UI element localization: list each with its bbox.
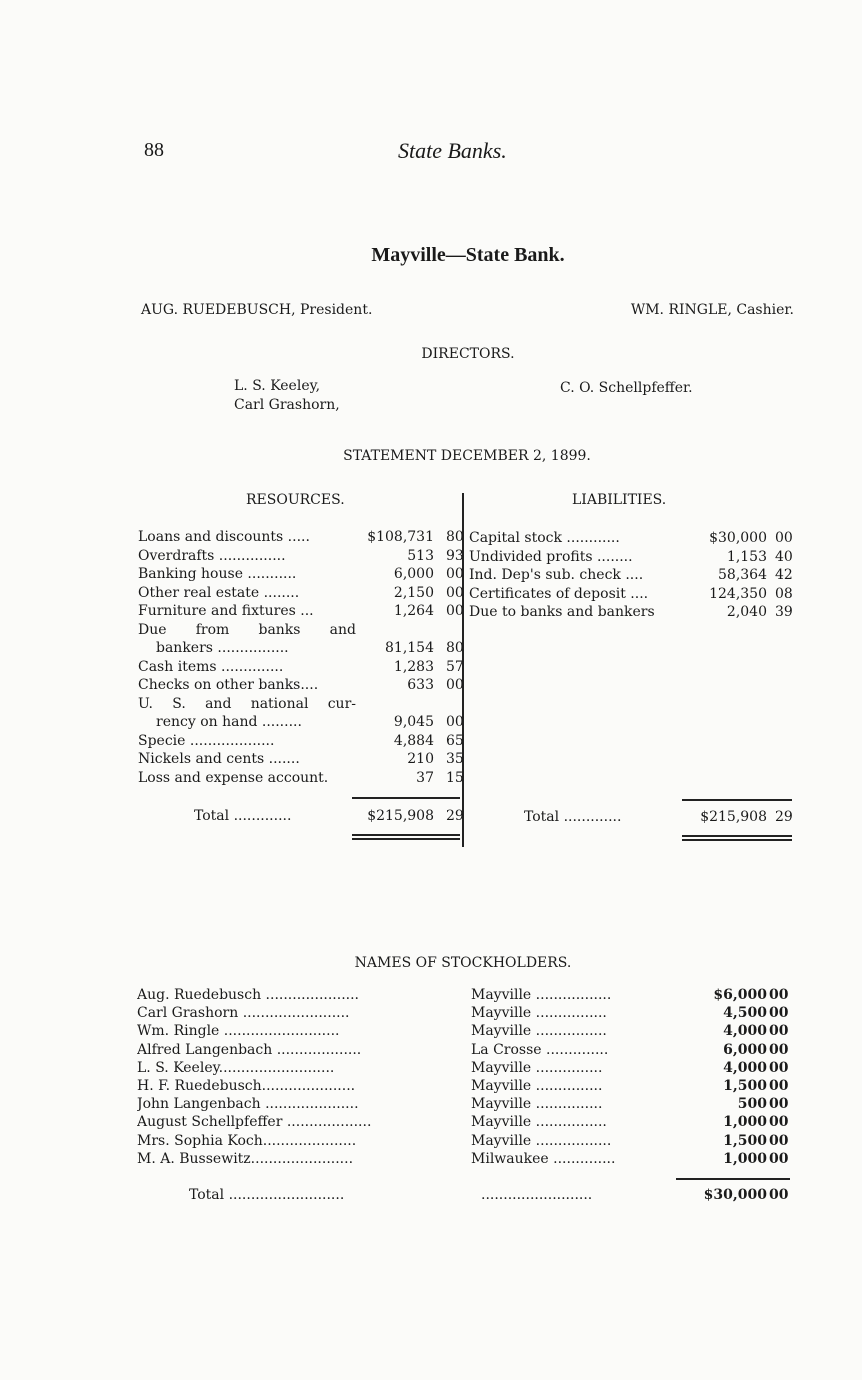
resources-row <box>138 676 463 694</box>
resources-row <box>138 602 463 620</box>
stockholder-cents: 00 <box>769 1041 789 1058</box>
liabilities-row <box>469 585 795 603</box>
row-cents: 39 <box>775 604 793 620</box>
row-dollars: 4,884 <box>393 732 434 749</box>
resources-row <box>138 584 463 602</box>
row-label: Undivided profits ........ <box>469 548 633 565</box>
stockholder-town: Mayville ............... <box>471 1059 603 1076</box>
stockholder-town: Mayville ................ <box>471 1005 607 1022</box>
row-dollars: 2,040 <box>726 604 767 620</box>
stockholder-dollars: 1,000 <box>723 1114 767 1131</box>
stockholder-town: Mayville ................ <box>471 1114 607 1131</box>
stockholder-dollars: 4,000 <box>723 1023 767 1040</box>
stockholder-row <box>137 986 797 1004</box>
row-cents: 00 <box>446 714 464 730</box>
liabilities-total-rule-bottom2 <box>682 839 792 841</box>
row-dollars: $108,731 <box>367 529 434 545</box>
stockholders-total-rule <box>676 1178 790 1180</box>
row-label: Banking house ........... <box>138 566 297 582</box>
row-dollars: 1,283 <box>393 658 434 675</box>
row-label: U. S. and national cur- <box>138 695 356 712</box>
row-cents: 42 <box>775 567 793 583</box>
liabilities-total-rule-bottom <box>682 835 792 837</box>
row-dollars: 9,045 <box>393 714 434 730</box>
stockholder-name: H. F. Ruedebusch..................... <box>137 1078 356 1094</box>
president-line: AUG. RUEDEBUSCH, President. <box>141 302 373 318</box>
stockholder-dollars: $30,000 <box>703 1187 767 1203</box>
stockholder-town: Mayville ............... <box>471 1096 603 1113</box>
row-cents: 29 <box>446 808 464 824</box>
stockholder-row <box>137 1132 797 1150</box>
row-cents: 00 <box>446 566 464 582</box>
resources-total-rule-bottom2 <box>352 838 460 840</box>
row-cents: 00 <box>775 530 793 546</box>
row-dollars: 1,153 <box>726 548 767 565</box>
stockholder-town: Mayville ................ <box>471 1023 607 1040</box>
stockholder-cents: 00 <box>769 1096 789 1113</box>
stockholder-town: Mayville ................. <box>471 1132 612 1149</box>
stockholder-row <box>137 1041 797 1059</box>
row-cents: 65 <box>446 732 464 749</box>
stockholder-row <box>137 1150 797 1168</box>
row-cents: 00 <box>446 584 464 601</box>
row-cents: 00 <box>446 603 464 619</box>
stockholder-row <box>137 1022 797 1040</box>
stockholder-cents: 00 <box>769 1114 789 1131</box>
row-label: Cash items .............. <box>138 658 284 675</box>
resources-heading: RESOURCES. <box>246 492 345 508</box>
liabilities-row <box>469 529 795 547</box>
liabilities-row <box>469 603 795 621</box>
row-label: rency on hand ......... <box>156 714 302 730</box>
row-label: Loans and discounts ..... <box>138 529 310 545</box>
row-cents: 15 <box>446 769 464 786</box>
row-label: bankers ................ <box>156 640 289 656</box>
resources-row <box>138 713 463 731</box>
stockholder-dollars: 1,000 <box>723 1150 767 1167</box>
stockholders-heading: NAMES OF STOCKHOLDERS. <box>354 955 572 971</box>
row-cents: 08 <box>775 585 793 602</box>
stockholder-town: Milwaukee .............. <box>471 1150 616 1167</box>
stockholder-town: La Crosse .............. <box>471 1041 609 1058</box>
row-cents: 80 <box>446 640 464 656</box>
row-dollars: 1,264 <box>393 603 434 619</box>
row-label: Overdrafts ............... <box>138 547 286 564</box>
row-cents: 40 <box>775 548 793 565</box>
resources-row <box>138 639 463 657</box>
stockholder-row <box>137 1059 797 1077</box>
director-name: Carl Grashorn, <box>234 397 340 413</box>
resources-total-rule-bottom <box>352 834 460 836</box>
row-cents: 00 <box>446 677 464 693</box>
row-dollars: 513 <box>407 547 434 564</box>
stockholder-dollars: 6,000 <box>723 1041 767 1058</box>
row-dollars: 81,154 <box>385 640 434 656</box>
row-dollars: 2,150 <box>393 584 434 601</box>
liabilities-total-rule-top <box>682 799 792 801</box>
resources-row <box>138 695 463 713</box>
stockholder-row <box>137 1004 797 1022</box>
stockholder-name: Wm. Ringle .......................... <box>137 1023 340 1040</box>
stockholder-cents: 00 <box>769 1150 789 1167</box>
director-name: L. S. Keeley, <box>234 378 321 394</box>
stockholder-cents: 00 <box>769 987 789 1003</box>
row-dollars: $30,000 <box>709 530 767 546</box>
resources-row <box>138 565 463 583</box>
stockholder-row <box>137 1077 797 1095</box>
row-label: Loss and expense account. <box>138 769 329 786</box>
row-dollars: 210 <box>407 751 434 767</box>
stockholder-name: August Schellpfeffer ................... <box>137 1114 372 1131</box>
stockholder-name: Mrs. Sophia Koch..................... <box>137 1132 357 1149</box>
liabilities-row <box>469 548 795 566</box>
stockholder-name: Alfred Langenbach ................... <box>137 1041 362 1058</box>
stockholder-cents: 00 <box>769 1059 789 1076</box>
stockholder-dollars: $6,000 <box>713 987 767 1003</box>
total-leader: ......................... <box>481 1187 593 1203</box>
row-cents: 93 <box>446 547 464 564</box>
running-head: State Banks. <box>398 138 507 163</box>
stockholder-cents: 00 <box>769 1023 789 1040</box>
liabilities-heading: LIABILITIES. <box>572 492 667 508</box>
resources-row <box>138 658 463 676</box>
stockholder-cents: 00 <box>769 1132 789 1149</box>
resources-total-row <box>138 807 463 825</box>
row-dollars: $215,908 <box>367 808 434 824</box>
stockholder-name: L. S. Keeley.......................... <box>137 1059 335 1076</box>
cashier-line: WM. RINGLE, Cashier. <box>630 302 794 318</box>
row-label: Nickels and cents ....... <box>138 751 300 767</box>
stockholder-name: Aug. Ruedebusch ..................... <box>137 987 360 1003</box>
liabilities-total-row <box>469 808 795 826</box>
directors-heading: DIRECTORS. <box>421 346 515 362</box>
stockholder-cents: 00 <box>769 1187 789 1203</box>
stockholders-total-row <box>137 1186 797 1204</box>
page-number: 88 <box>144 139 164 161</box>
statement-heading: STATEMENT DECEMBER 2, 1899. <box>343 448 591 464</box>
row-label: Specie ................... <box>138 732 275 749</box>
liabilities-row <box>469 566 795 584</box>
director-name: C. O. Schellpfeffer. <box>560 380 693 396</box>
row-cents: 29 <box>775 809 793 825</box>
stockholder-dollars: 4,500 <box>723 1005 767 1022</box>
row-cents: 80 <box>446 529 464 545</box>
resources-row <box>138 528 463 546</box>
stockholder-cents: 00 <box>769 1005 789 1022</box>
total-label: Total .......................... <box>189 1187 345 1203</box>
bank-title: Mayville—State Bank. <box>371 244 565 266</box>
row-dollars: 37 <box>416 769 434 786</box>
row-dollars: 633 <box>407 677 434 693</box>
row-label: Due from banks and <box>138 621 356 638</box>
stockholder-row <box>137 1095 797 1113</box>
resources-total-rule-top <box>352 797 460 799</box>
row-label: Certificates of deposit .... <box>469 585 649 602</box>
stockholder-dollars: 4,000 <box>723 1059 767 1076</box>
resources-row <box>138 732 463 750</box>
row-label: Due to banks and bankers <box>469 604 655 620</box>
stockholder-dollars: 500 <box>737 1096 767 1113</box>
row-label: Furniture and fixtures ... <box>138 603 314 619</box>
resources-row <box>138 769 463 787</box>
row-label: Total ............. <box>524 809 622 825</box>
stockholder-name: Carl Grashorn ........................ <box>137 1005 350 1022</box>
row-dollars: 6,000 <box>393 566 434 582</box>
row-dollars: 124,350 <box>709 585 767 602</box>
stockholder-dollars: 1,500 <box>723 1132 767 1149</box>
stockholder-name: John Langenbach ..................... <box>137 1096 359 1113</box>
row-dollars: $215,908 <box>700 809 767 825</box>
row-label: Capital stock ............ <box>469 530 620 546</box>
stockholder-town: Mayville ................. <box>471 987 612 1003</box>
row-cents: 57 <box>446 658 464 675</box>
resources-row <box>138 750 463 768</box>
row-dollars: 58,364 <box>718 567 767 583</box>
stockholder-row <box>137 1113 797 1131</box>
row-label: Total ............. <box>194 808 292 824</box>
row-label: Other real estate ........ <box>138 584 300 601</box>
row-label: Ind. Dep's sub. check .... <box>469 567 644 583</box>
stockholder-cents: 00 <box>769 1078 789 1094</box>
stockholder-name: M. A. Bussewitz....................... <box>137 1150 354 1167</box>
stockholder-town: Mayville ............... <box>471 1078 603 1094</box>
resources-row <box>138 547 463 565</box>
row-label: Checks on other banks.... <box>138 677 319 693</box>
resources-row <box>138 621 463 639</box>
stockholder-dollars: 1,500 <box>723 1078 767 1094</box>
row-cents: 35 <box>446 751 464 767</box>
